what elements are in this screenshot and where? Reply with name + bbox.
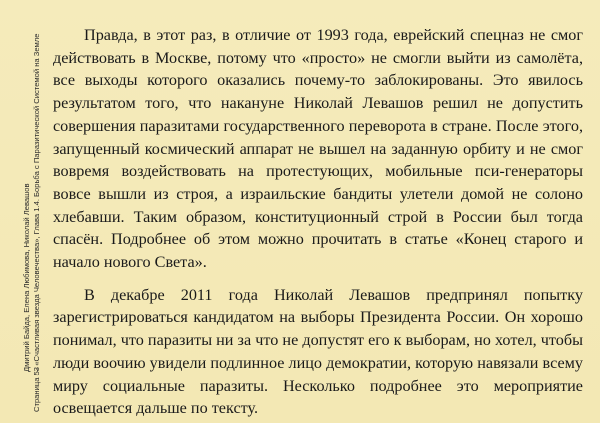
- running-footer-line-2: [32, 34, 42, 412]
- paragraph: В декабре 2011 года Николай Левашов предпринял попытку зарегистрироваться кандидатом на выборы Президента России. Он хорошо понимал, что паразиты ни за что не допустят его к выборам, но хотел, чтобы люди воочию увидели подлинное лицо демократии, которую навязали всему миру социальные паразиты. Несколько подробнее это мероприятие освещается дальше по тексту.: [53, 285, 583, 418]
- body-text: [53, 24, 583, 420]
- running-footer: [22, 34, 41, 412]
- paragraph: Правда, в этот раз, в отличие от 1993 года, еврейский спецназ не смог действовать в Москве, потому что «просто» не смогли выйти из самолёта, все выходы которого оказались почему-то заблокированы. Это явилось результатом того, что накануне Николай Левашов решил не допустить совершения паразитами государственного переворота в стране. После этого, запущенный космический аппарат не вышел на заданную орбиту и не смог вовремя воздействовать на протестующих, мобильные пси-генераторы вовсе вышли из строя, а израильские бандиты улетели домой не солоно хлебавши. Таким образом, конституционный строй в России был тогда спасён. Подробнее об этом можно прочитать в статье «Конец старого и начало нового Света».: [53, 26, 583, 272]
- book-authors: Дмитрий Байда, Елена Любимова, Николай Левашов: [22, 183, 31, 372]
- page-number: Страница 53: [31, 367, 41, 412]
- book-chapter: – «Счастливая звезда Человечества», Глава 1.4. Борьба с Паразитической Системой на Земле: [31, 33, 41, 372]
- running-footer-line-1: [22, 34, 32, 412]
- side-margin: [0, 0, 44, 423]
